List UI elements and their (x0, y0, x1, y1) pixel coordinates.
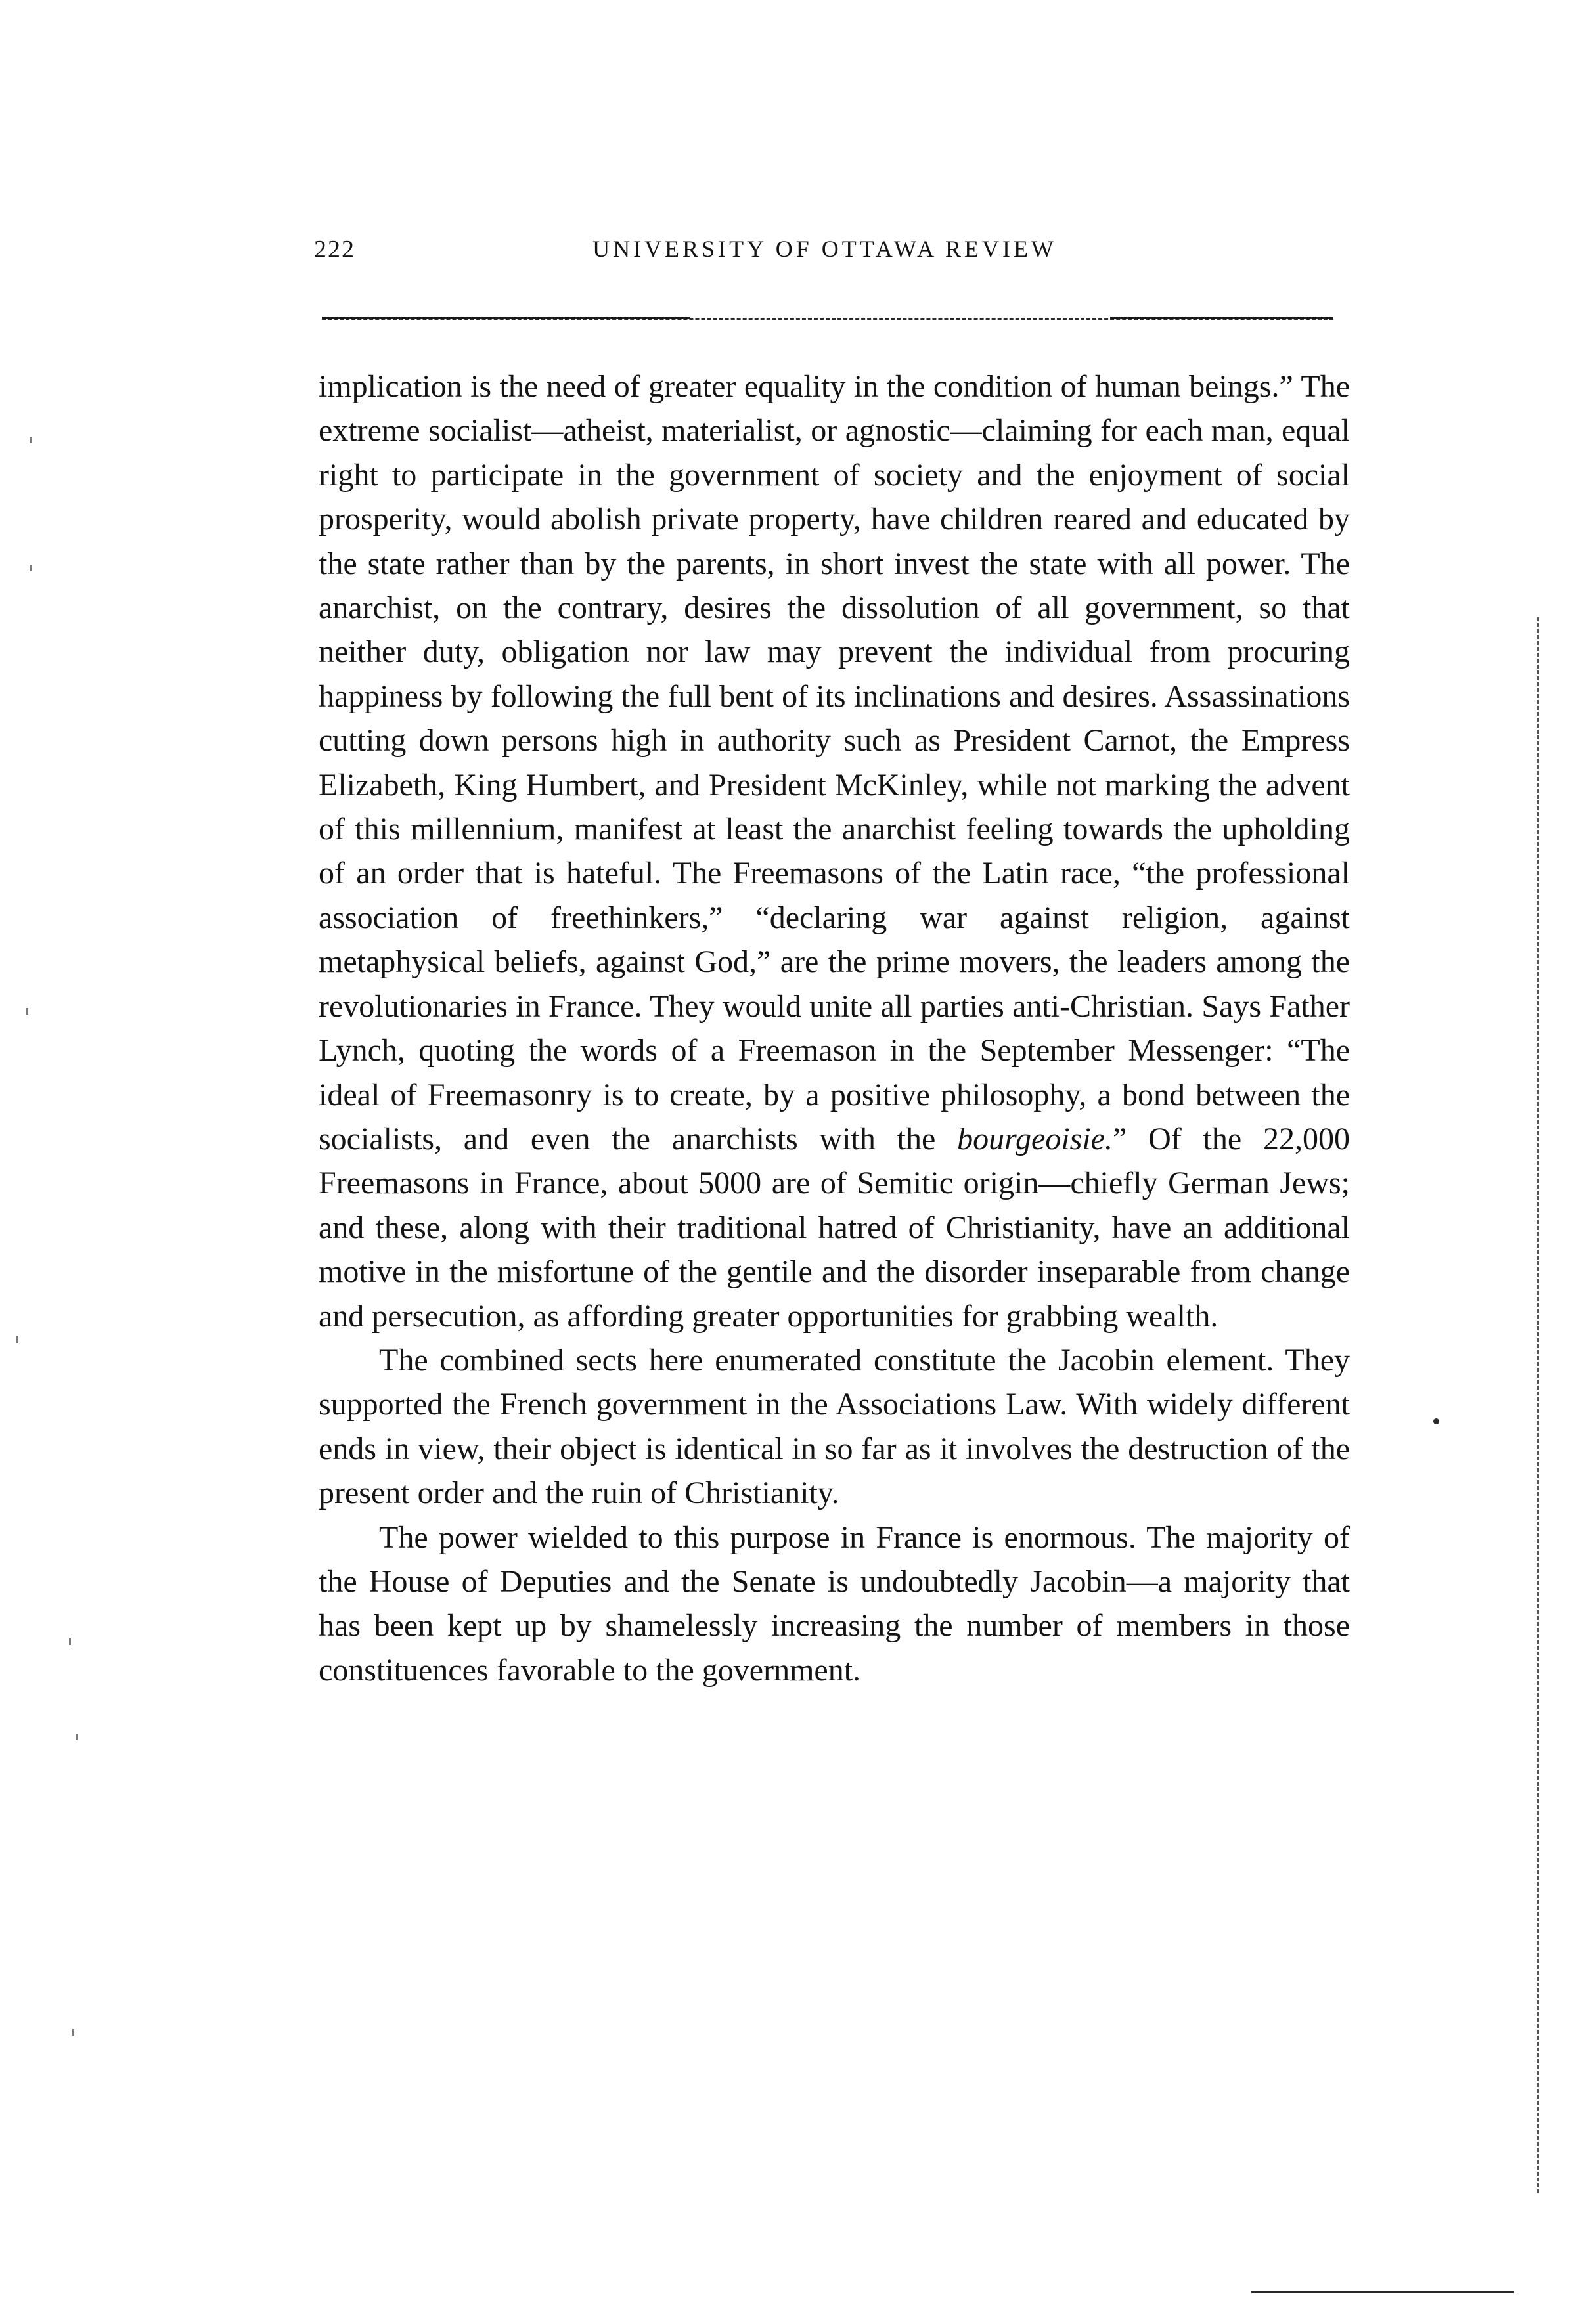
bottom-edge-rule (1251, 2291, 1514, 2293)
paragraph-3: The power wielded to this purpose in France is enormous. The majority of the House of Deputies and the Senate is undoubtedly Jacobin—a majority that has been kept up by shamelessly increasing the number of members in those constituences favorable to the government. (319, 1520, 1350, 1688)
margin-mark (69, 1638, 71, 1645)
header-rule-right (1110, 317, 1333, 319)
article-body (319, 364, 1350, 1692)
margin-mark (30, 565, 32, 571)
paragraph-1 (319, 364, 1350, 1338)
header-rule-left (322, 317, 690, 319)
margin-mark (30, 437, 32, 443)
ink-speck (1433, 1418, 1439, 1424)
margin-mark (26, 1008, 28, 1015)
journal-title: UNIVERSITY OF OTTAWA REVIEW (592, 236, 1057, 262)
running-head (314, 235, 1335, 274)
scan-edge-line (1537, 617, 1539, 2193)
paragraph-1-italic-word: bourgeoisie. (957, 1121, 1113, 1156)
margin-mark (76, 1734, 78, 1740)
paragraph-2: The combined sects here enumerated constitute the Jacobin element. They supported the French government in the Associations Law. With widely different ends in view, their object is identical in so far as it involves the destruction of the present order and the ruin of Christianity. (319, 1342, 1350, 1511)
paragraph-1-text-a: implication is the need of greater equality in the condition of human beings.” The extreme socialist—atheist, materialist, or agnostic—claiming for each man, equal right to participate in the government of society and the enjoyment of social prosperity, would abolish private property, have children reared and educated by the state rather than by the parents, in short invest the state with all power. The anarchist, on the contrary, desires the dissolution of all government, so that neither duty, obligation nor law may prevent the individual from procuring happiness by following the full bent of its inclinations and desires. Assassinations cutting down persons high in authority such as President Carnot, the Empress Elizabeth, King Humbert, and President McKinley, while not marking the advent of this millennium, manifest at least the anarchist feeling towards the upholding of an order that is hateful. The Freemasons of the Latin race, “the professional association of freethinkers,” “declaring war against religion, against metaphysical beliefs, against God,” are the prime movers, the leaders among the revolutionaries in France. They would unite all parties anti-Christian. Says Father Lynch, quoting the words of a Freemason in the September Messenger: “The ideal of Freemasonry is to create, by a positive philosophy, a bond between the socialists, and even the anarchists with the (319, 369, 1350, 1156)
paragraph-1-text-b: ” Of the 22,000 Freemasons in France, about 5000 are of Semitic origin—chiefly German Jews; and these, along with their traditional hatred of Christianity, have an additional motive in the misfortune of the gentile and the disorder inseparable from change and persecution, as affording greater opportunities for grabbing wealth. (319, 1121, 1351, 1334)
margin-mark (72, 2029, 74, 2036)
margin-mark (16, 1336, 18, 1343)
page-number: 222 (314, 236, 355, 263)
